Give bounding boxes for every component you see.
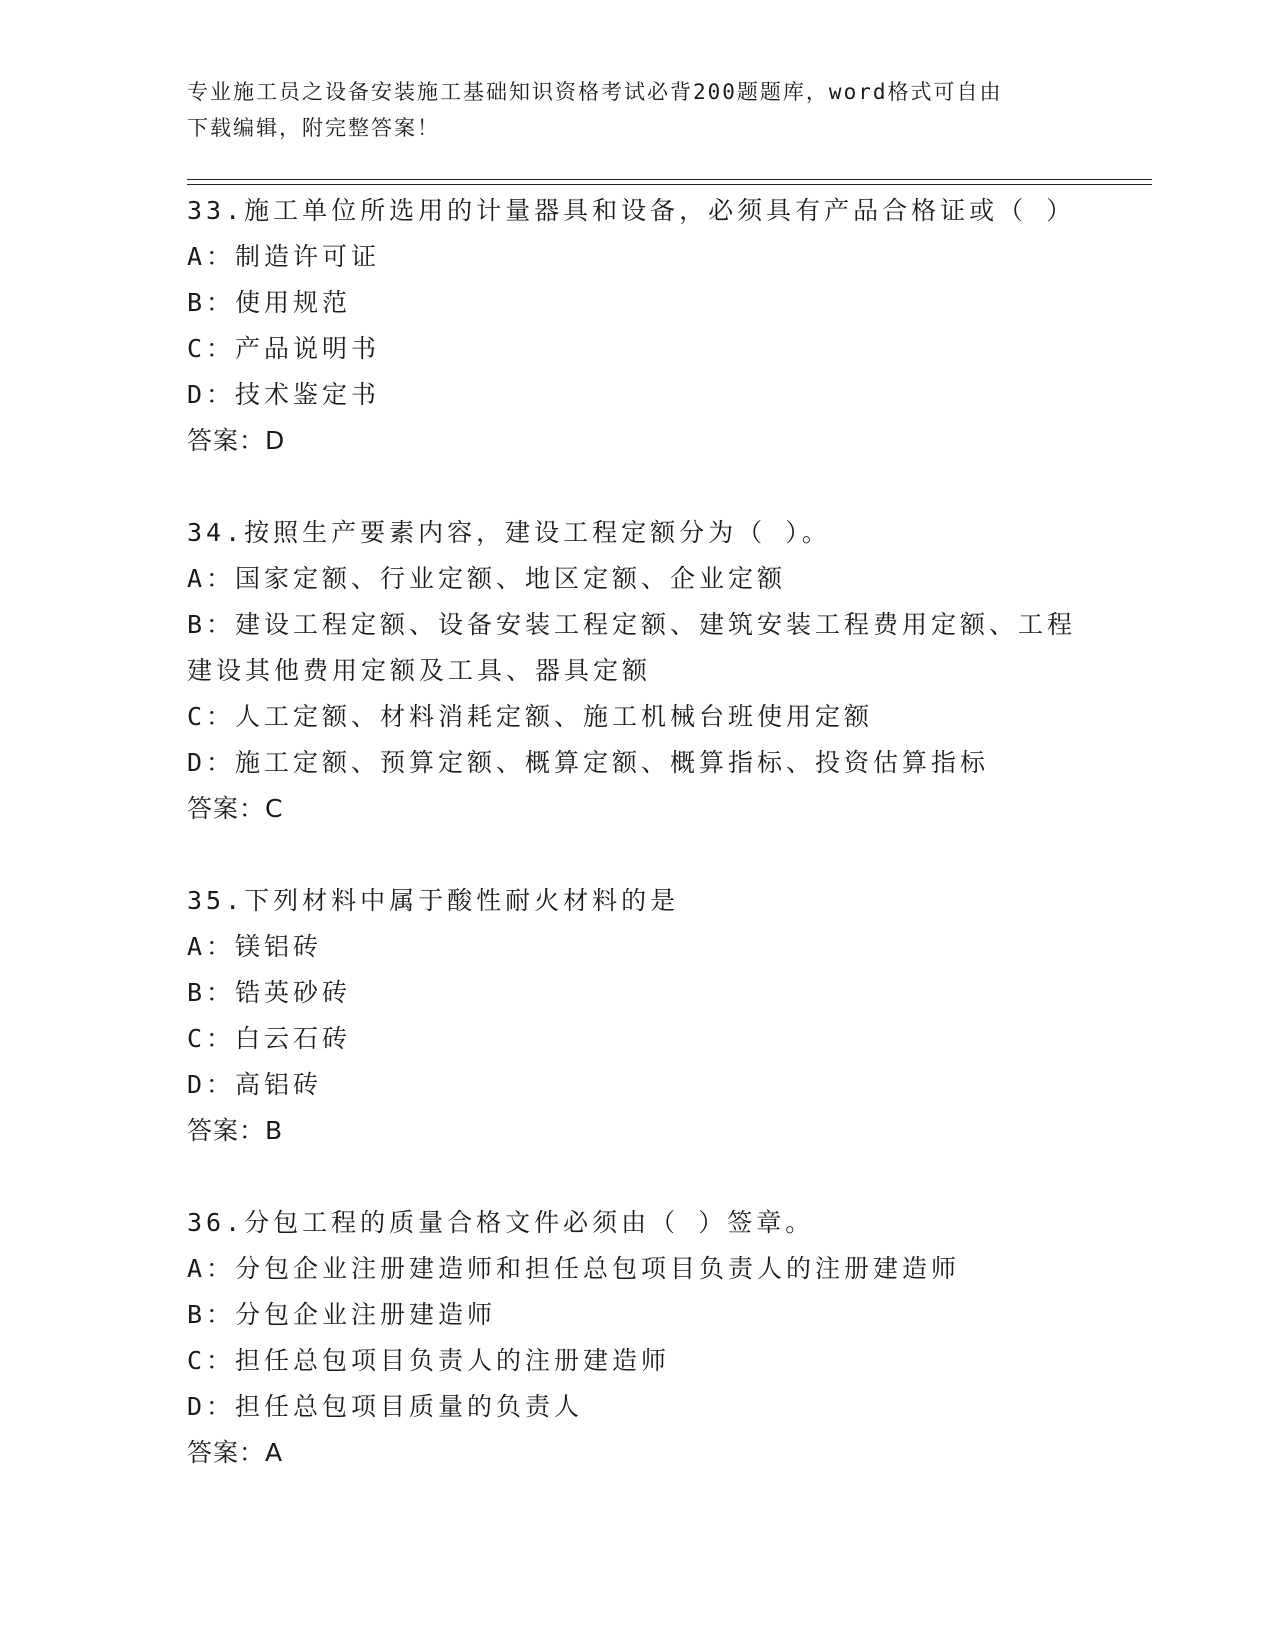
question-35 [187, 878, 1087, 1154]
document-header [187, 74, 1067, 146]
option-b: B：使用规范 [187, 288, 352, 317]
option-d: D：技术鉴定书 [187, 380, 381, 409]
question-stem: 36.分包工程的质量合格文件必须由（ ）签章。 [187, 1208, 815, 1237]
question-34 [187, 510, 1087, 832]
question-33 [187, 188, 1087, 464]
option-b: B：建设工程定额、设备安装工程定额、建筑安装工程费用定额、工程建设其他费用定额及工具、器具定额 [187, 610, 1077, 685]
question-stem: 33.施工单位所选用的计量器具和设备，必须具有产品合格证或（ ） [187, 196, 1076, 225]
question-list [187, 188, 1087, 1522]
option-a: A：制造许可证 [187, 242, 381, 271]
option-c: C：人工定额、材料消耗定额、施工机械台班使用定额 [187, 702, 874, 731]
option-a: A：分包企业注册建造师和担任总包项目负责人的注册建造师 [187, 1254, 961, 1283]
question-stem: 34.按照生产要素内容，建设工程定额分为（ ）。 [187, 518, 831, 547]
option-d: D：施工定额、预算定额、概算定额、概算指标、投资估算指标 [187, 748, 990, 777]
option-c: C：白云石砖 [187, 1024, 352, 1053]
option-a: A：镁铝砖 [187, 932, 323, 961]
header-line-1: 专业施工员之设备安装施工基础知识资格考试必背200题题库，word格式可自由 [187, 80, 1003, 104]
answer: 答案：A [187, 1438, 284, 1467]
option-c: C：担任总包项目负责人的注册建造师 [187, 1346, 671, 1375]
question-36 [187, 1200, 1087, 1476]
question-stem: 35.下列材料中属于酸性耐火材料的是 [187, 886, 680, 915]
option-b: B：分包企业注册建造师 [187, 1300, 497, 1329]
header-divider-bottom [187, 184, 1152, 185]
answer: 答案：C [187, 794, 284, 823]
option-d: D：担任总包项目质量的负责人 [187, 1392, 584, 1421]
option-a: A：国家定额、行业定额、地区定额、企业定额 [187, 564, 787, 593]
answer: 答案：B [187, 1116, 284, 1145]
header-line-2: 下载编辑，附完整答案！ [187, 116, 440, 140]
option-b: B：锆英砂砖 [187, 978, 352, 1007]
answer: 答案：D [187, 426, 286, 455]
option-c: C：产品说明书 [187, 334, 381, 363]
option-d: D：高铝砖 [187, 1070, 323, 1099]
header-divider-top [187, 179, 1152, 180]
